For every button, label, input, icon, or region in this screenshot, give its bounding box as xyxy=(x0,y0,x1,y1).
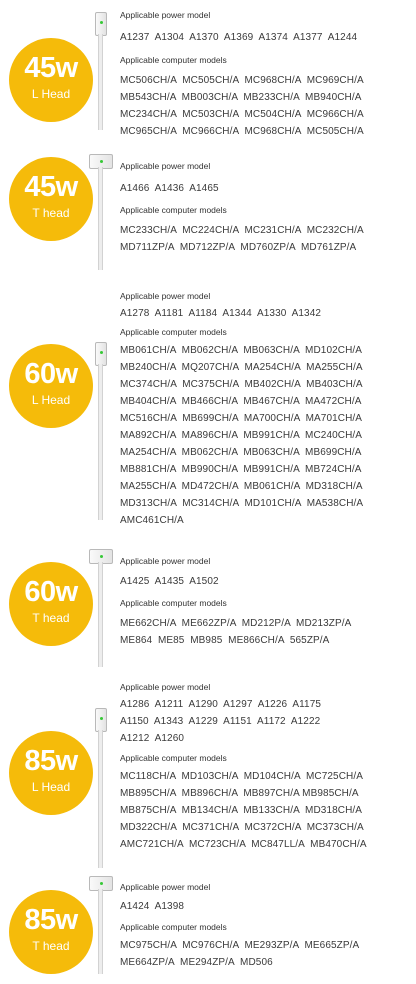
wattage-label: 60w xyxy=(24,576,78,608)
computer-model-line: ME664ZP/A ME294ZP/A MD506 xyxy=(120,957,273,968)
compatibility-info xyxy=(120,555,412,649)
section-85w-l-head xyxy=(0,678,416,868)
computer-model-line: MB875CH/A MB134CH/A MB133CH/A MD318CH/A xyxy=(120,805,363,816)
wattage-badge xyxy=(9,890,93,974)
t-head-connector-icon xyxy=(95,876,107,974)
compatibility-info xyxy=(120,9,412,140)
power-model-list xyxy=(120,180,412,197)
computer-model-line: MD322CH/A MC371CH/A MC372CH/A MC373CH/A xyxy=(120,822,364,833)
computer-model-list xyxy=(120,615,412,649)
power-model-list xyxy=(120,898,412,915)
computer-model-line: MD711ZP/A MD712ZP/A MD760ZP/A MD761ZP/A xyxy=(120,242,357,253)
compatibility-info xyxy=(120,881,412,971)
computer-model-line: AMC721CH/A MC723CH/A MC847LL/A MB470CH/A xyxy=(120,839,367,850)
computer-model-line: MB061CH/A MB062CH/A MB063CH/A MD102CH/A xyxy=(120,345,363,356)
head-type-label: T head xyxy=(32,939,70,953)
head-type-label: L Head xyxy=(31,780,71,794)
wattage-label: 60w xyxy=(24,358,78,390)
power-model-line: A1466 A1436 A1465 xyxy=(120,183,219,194)
computer-model-line: MA254CH/A MB062CH/A MB063CH/A MB699CH/A xyxy=(120,447,362,458)
computer-model-list xyxy=(120,768,412,853)
section-45w-t-head xyxy=(0,150,416,280)
wattage-badge xyxy=(9,562,93,646)
compatibility-info xyxy=(120,160,412,256)
power-model-heading: Applicable power model xyxy=(120,556,211,566)
power-model-list xyxy=(120,696,412,747)
l-head-connector-icon xyxy=(95,12,107,130)
power-model-heading: Applicable power model xyxy=(120,10,211,20)
computer-model-line: AMC461CH/A xyxy=(120,515,184,526)
head-type-label: T head xyxy=(32,206,70,220)
compatibility-info xyxy=(120,290,412,529)
computer-model-line: MD313CH/A MC314CH/A MD101CH/A MA538CH/A xyxy=(120,498,364,509)
computer-model-line: MC506CH/A MC505CH/A MC968CH/A MC969CH/A xyxy=(120,75,364,86)
power-model-heading: Applicable power model xyxy=(120,682,211,692)
compatibility-info xyxy=(120,681,412,853)
computer-model-list xyxy=(120,937,412,971)
section-45w-l-head xyxy=(0,0,416,140)
power-model-line: A1425 A1435 A1502 xyxy=(120,576,219,587)
power-model-line: A1237 A1304 A1370 A1369 A1374 A1377 A1244 xyxy=(120,32,358,43)
head-type-label: L Head xyxy=(31,87,71,101)
computer-model-line: MC234CH/A MC503CH/A MC504CH/A MC966CH/A xyxy=(120,109,364,120)
wattage-label: 45w xyxy=(24,171,78,203)
power-model-heading: Applicable power model xyxy=(120,882,211,892)
t-head-connector-icon xyxy=(95,549,107,667)
power-model-list xyxy=(120,573,412,590)
power-model-line: A1150 A1343 A1229 A1151 A1172 A1222 xyxy=(120,716,321,727)
computer-model-heading: Applicable computer models xyxy=(120,205,227,215)
computer-model-line: MC233CH/A MC224CH/A MC231CH/A MC232CH/A xyxy=(120,225,364,236)
wattage-badge xyxy=(9,731,93,815)
computer-model-line: MB240CH/A MQ207CH/A MA254CH/A MA255CH/A xyxy=(120,362,363,373)
wattage-badge xyxy=(9,157,93,241)
power-model-line: A1278 A1181 A1184 A1344 A1330 A1342 xyxy=(120,308,322,319)
computer-model-line: MA255CH/A MD472CH/A MB061CH/A MD318CH/A xyxy=(120,481,363,492)
wattage-label: 85w xyxy=(24,745,78,777)
l-head-connector-icon xyxy=(95,342,107,520)
power-model-line: A1286 A1211 A1290 A1297 A1226 A1175 xyxy=(120,699,322,710)
power-model-line: A1212 A1260 xyxy=(120,733,185,744)
computer-model-list xyxy=(120,72,412,140)
computer-model-line: MC965CH/A MC966CH/A MC968CH/A MC505CH/A xyxy=(120,126,364,137)
computer-model-line: MB895CH/A MB896CH/A MB897CH/A MB985CH/A xyxy=(120,788,359,799)
head-type-label: T head xyxy=(32,611,70,625)
computer-model-heading: Applicable computer models xyxy=(120,55,227,65)
computer-model-line: MC975CH/A MC976CH/A ME293ZP/A ME665ZP/A xyxy=(120,940,360,951)
computer-model-list xyxy=(120,342,412,529)
computer-model-line: MC374CH/A MC375CH/A MB402CH/A MB403CH/A xyxy=(120,379,363,390)
computer-model-line: MA892CH/A MA896CH/A MB991CH/A MC240CH/A xyxy=(120,430,363,441)
head-type-label: L Head xyxy=(31,393,71,407)
computer-model-list xyxy=(120,222,412,256)
computer-model-line: MB543CH/A MB003CH/A MB233CH/A MB940CH/A xyxy=(120,92,362,103)
computer-model-line: MC516CH/A MB699CH/A MA700CH/A MA701CH/A xyxy=(120,413,363,424)
wattage-label: 85w xyxy=(24,904,78,936)
wattage-badge xyxy=(9,344,93,428)
section-60w-l-head xyxy=(0,290,416,530)
computer-model-heading: Applicable computer models xyxy=(120,753,227,763)
computer-model-line: MB404CH/A MB466CH/A MB467CH/A MA472CH/A xyxy=(120,396,362,407)
computer-model-heading: Applicable computer models xyxy=(120,598,227,608)
computer-model-line: ME864 ME85 MB985 ME866CH/A 565ZP/A xyxy=(120,635,330,646)
power-model-list xyxy=(120,305,412,322)
section-85w-t-head xyxy=(0,878,416,984)
computer-model-line: MC118CH/A MD103CH/A MD104CH/A MC725CH/A xyxy=(120,771,363,782)
wattage-label: 45w xyxy=(24,52,78,84)
power-model-heading: Applicable power model xyxy=(120,161,211,171)
computer-model-line: ME662CH/A ME662ZP/A MD212P/A MD213ZP/A xyxy=(120,618,352,629)
section-60w-t-head xyxy=(0,552,416,672)
power-model-list xyxy=(120,29,412,46)
l-head-connector-icon xyxy=(95,708,107,868)
computer-model-heading: Applicable computer models xyxy=(120,327,227,337)
t-head-connector-icon xyxy=(95,154,107,270)
computer-model-heading: Applicable computer models xyxy=(120,922,227,932)
power-model-heading: Applicable power model xyxy=(120,291,211,301)
computer-model-line: MB881CH/A MB990CH/A MB991CH/A MB724CH/A xyxy=(120,464,362,475)
wattage-badge xyxy=(9,38,93,122)
power-model-line: A1424 A1398 xyxy=(120,901,185,912)
